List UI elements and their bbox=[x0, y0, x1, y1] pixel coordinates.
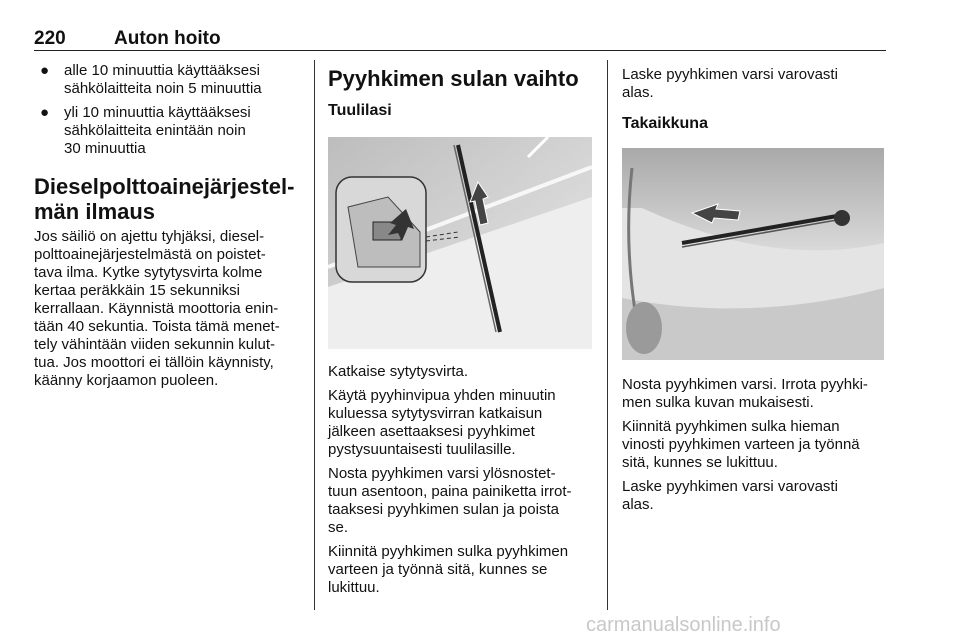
bullet-line: yli 10 minuuttia käyttääksesi bbox=[64, 104, 251, 121]
rear-wiper-illustration bbox=[622, 148, 884, 360]
windscreen-instructions bbox=[328, 363, 594, 597]
paragraph: Kiinnitä pyyhkimen sulka pyyhkimen varteen ja työnnä sitä, kunnes se lukittuu. bbox=[328, 543, 569, 596]
chapter-title: Auton hoito bbox=[114, 28, 221, 49]
paragraph: Kiinnitä pyyhkimen sulka hieman vinosti pyyhkimen varteen ja työnnä sitä, kunnes se lukittuu. bbox=[622, 418, 860, 471]
subheading-rear-window: Takaikkuna bbox=[622, 115, 708, 132]
paragraph: Katkaise sytytysvirta. bbox=[328, 363, 469, 380]
rear-window-instructions bbox=[622, 376, 888, 514]
bullet-line: sähkölaitteita enintään noin bbox=[64, 122, 246, 139]
column-divider-2 bbox=[607, 60, 608, 610]
column-2 bbox=[328, 62, 594, 603]
diesel-body: Jos säiliö on ajettu tyhjäksi, diesel- polttoainejärjestelmästä on poistet- tava ilma. Kytke sytytysvirta kolme kertaa peräkkäin 15 sekunniksi kerrallaan. Käynnistä moottoria enin- tään 40 sekuntia. Toista tämä menet- tely vähintään viiden sekunnin kulut- tua. Jos moottori ei tällöin käynnisty, käänny korjaamon puoleen. bbox=[34, 228, 280, 389]
paragraph: Käytä pyyhinvipua yhden minuutin kuluessa sytytysvirran katkaisun jälkeen asettaaksesi pyyhkimet pystysuuntaisesti tuulilasille. bbox=[328, 387, 556, 458]
bullet-dot-icon: ● bbox=[40, 104, 50, 121]
watermark: carmanualsonline.info bbox=[586, 614, 781, 636]
paragraph: Nosta pyyhkimen varsi ylösnostet- tuun asentoon, paina painiketta irrot- taaksesi pyyhkimen sulan ja poista se. bbox=[328, 465, 572, 536]
section-heading-diesel: Dieselpolttoainejärjestel- män ilmaus bbox=[34, 174, 295, 224]
column-divider-1 bbox=[314, 60, 315, 610]
paragraph: Laske pyyhkimen varsi varovasti alas. bbox=[622, 478, 838, 513]
page-number: 220 bbox=[34, 28, 66, 49]
bullet-dot-icon: ● bbox=[40, 62, 50, 79]
paragraph: Nosta pyyhkimen varsi. Irrota pyyhki- men sulka kuvan mukaisesti. bbox=[622, 376, 868, 411]
bullet-line: alle 10 minuuttia käyttääksesi bbox=[64, 62, 260, 79]
subheading-windscreen: Tuulilasi bbox=[328, 102, 392, 119]
page-header bbox=[34, 28, 886, 52]
windscreen-wiper-illustration bbox=[328, 137, 592, 349]
bullet-item bbox=[34, 62, 300, 98]
section-heading-wiper: Pyyhkimen sulan vaihto bbox=[328, 66, 579, 91]
paragraph: Laske pyyhkimen varsi varovasti alas. bbox=[622, 66, 838, 101]
bullet-item bbox=[34, 104, 300, 158]
bullet-list bbox=[34, 62, 300, 158]
column-1 bbox=[34, 62, 300, 396]
bullet-line: sähkölaitteita noin 5 minuuttia bbox=[64, 80, 262, 97]
header-rule bbox=[34, 50, 886, 51]
column-3 bbox=[622, 62, 888, 520]
bullet-line: 30 minuuttia bbox=[64, 140, 146, 157]
